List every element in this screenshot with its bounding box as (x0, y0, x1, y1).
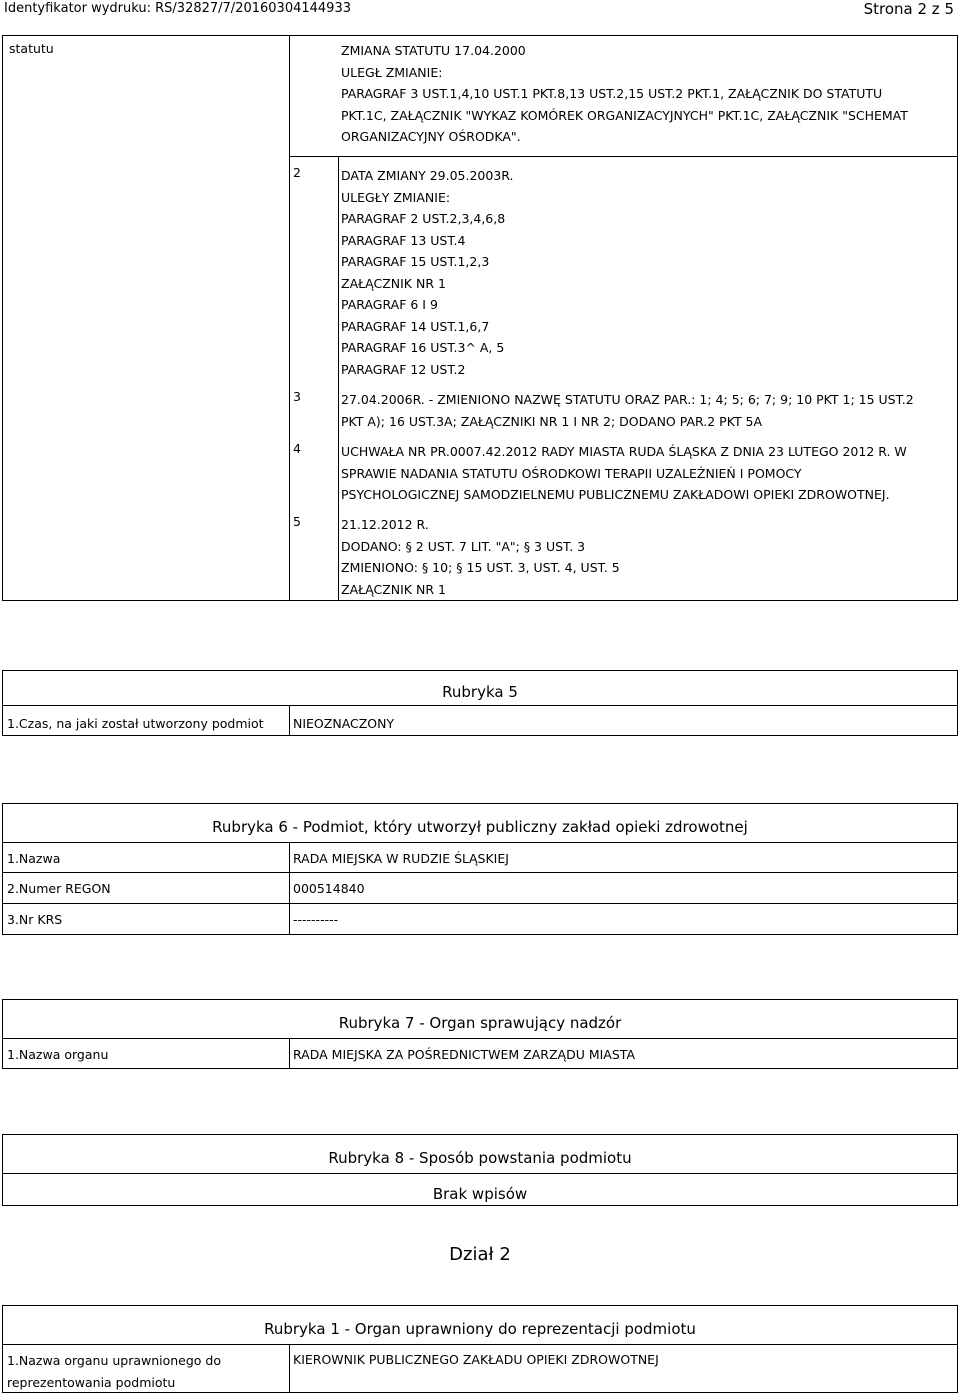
entry-number: 3 (293, 389, 301, 404)
section-title: Dział 2 (449, 1244, 511, 1265)
statute-entry-4: UCHWAŁA NR PR.0007.42.2012 RADY MIASTA RUDA ŚLĄSKA Z DNIA 23 LUTEGO 2012 R. W SPRAWIE NADANIA STATUTU OŚRODKOWI TERAPII UZALEŻNIEŃ I POMOCY PSYCHOLOGICZNEJ SAMODZIELNEMU PUBLICZNEMU ZAKŁADOWI OPIEKI ZDROWOTNEJ. (341, 444, 907, 502)
entry-number: 2 (293, 165, 301, 180)
rubryka-1-title: Rubryka 1 - Organ uprawniony do reprezentacji podmiotu (264, 1320, 696, 1338)
statute-entry-3: 27.04.2006R. - ZMIENIONO NAZWĘ STATUTU ORAZ PAR.: 1; 4; 5; 6; 7; 9; 10 PKT 1; 15 UST.2 PKT A); 16 UST.3A; ZAŁĄCZNIKI NR 1 I NR 2; DODANO PAR.2 PKT 5A (341, 392, 914, 429)
field-label: 2.Numer REGON (7, 881, 111, 896)
rubryka-5 (2, 670, 958, 736)
statute-table (2, 35, 958, 601)
field-label: 3.Nr KRS (7, 912, 63, 927)
print-identifier: Identyfikator wydruku: RS/32827/7/20160304144933 (4, 1, 351, 16)
empty-notice: Brak wpisów (432, 1185, 528, 1203)
field-label: 1.Nazwa (7, 851, 61, 866)
field-value: RADA MIEJSKA W RUDZIE ŚLĄSKIEJ (293, 851, 509, 866)
rubryka-8-title: Rubryka 8 - Sposób powstania podmiotu (328, 1149, 632, 1167)
entry-number: 5 (293, 514, 301, 529)
rubryka-8 (2, 1134, 958, 1206)
rubryka-6-title: Rubryka 6 - Podmiot, który utworzył publiczny zakład opieki zdrowotnej (212, 818, 748, 836)
entry-number: 4 (293, 441, 301, 456)
field-value: RADA MIEJSKA ZA POŚREDNICTWEM ZARZĄDU MIASTA (293, 1047, 636, 1062)
field-value: NIEOZNACZONY (293, 716, 395, 731)
field-label: 1.Nazwa organu uprawnionego do reprezentowania podmiotu (7, 1353, 222, 1390)
field-value: KIEROWNIK PUBLICZNEGO ZAKŁADU OPIEKI ZDROWOTNEJ (293, 1352, 659, 1367)
print-header (0, 0, 960, 18)
rubryka-7 (2, 999, 958, 1069)
statute-label: statutu (9, 41, 54, 56)
page-number: Strona 2 z 5 (863, 0, 954, 18)
field-value: 000514840 (293, 881, 365, 896)
field-value: ---------- (293, 912, 339, 927)
field-label: 1.Czas, na jaki został utworzony podmiot (7, 716, 264, 731)
rubryka-1 (2, 1305, 958, 1393)
statute-entry-5: 21.12.2012 R. DODANO: § 2 UST. 7 LIT. "A"; § 3 UST. 3 ZMIENIONO: § 10; § 15 UST. 3, UST. 4, UST. 5 ZAŁĄCZNIK NR 1 (341, 517, 620, 597)
statute-entry-1: ZMIANA STATUTU 17.04.2000 ULEGŁ ZMIANIE: PARAGRAF 3 UST.1,4,10 UST.1 PKT.8,13 UST.2,15 UST.2 PKT.1, ZAŁĄCZNIK DO STATUTU PKT.1C, ZAŁĄCZNIK "WYKAZ KOMÓREK ORGANIZACYJNYCH" PKT.1C, ZAŁĄCZNIK "SCHEMAT ORGANIZACYJNY OŚRODKA". (341, 43, 908, 144)
statute-entry-2: DATA ZMIANY 29.05.2003R. ULEGŁY ZMIANIE: PARAGRAF 2 UST.2,3,4,6,8 PARAGRAF 13 UST.4 PARAGRAF 15 UST.1,2,3 ZAŁĄCZNIK NR 1 PARAGRAF 6 I 9 PARAGRAF 14 UST.1,6,7 PARAGRAF 16 UST.3^ A, 5 PARAGRAF 12 UST.2 (341, 168, 514, 377)
field-label: 1.Nazwa organu (7, 1047, 109, 1062)
rubryka-5-title: Rubryka 5 (442, 683, 518, 701)
rubryka-7-title: Rubryka 7 - Organ sprawujący nadzór (338, 1014, 622, 1032)
rubryka-6 (2, 803, 958, 935)
